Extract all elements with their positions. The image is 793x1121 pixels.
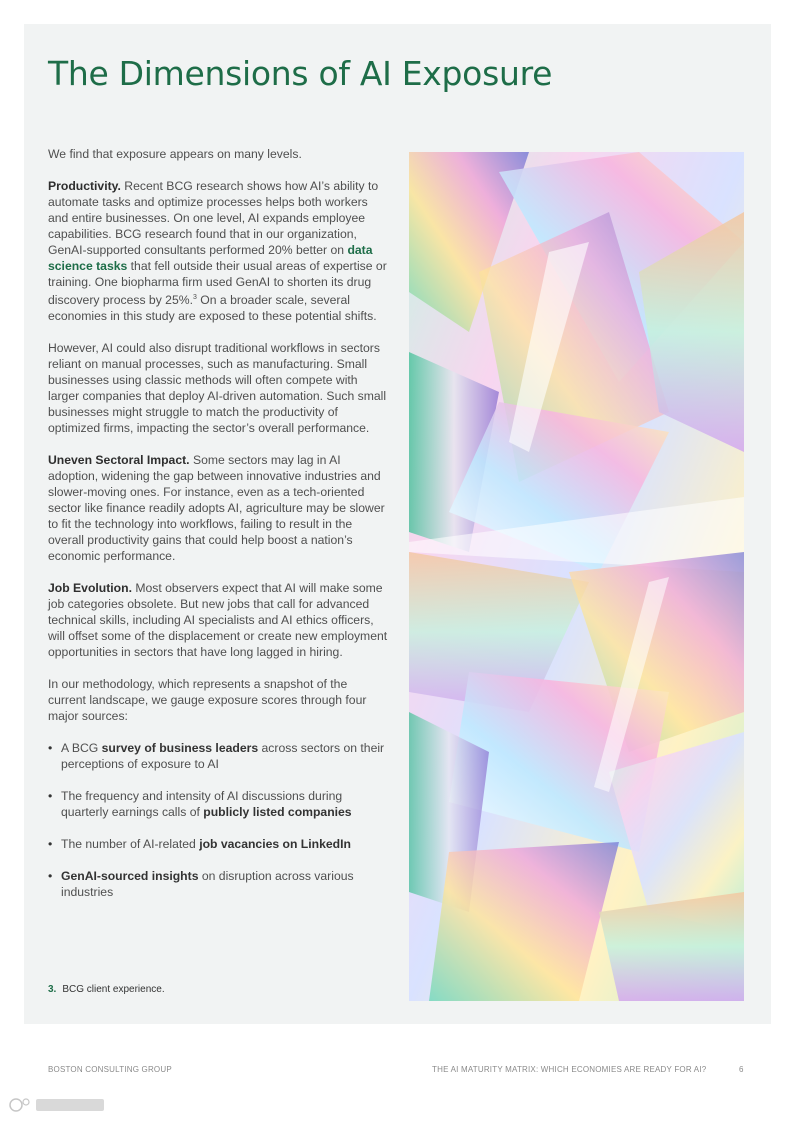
watermark-logo bbox=[8, 1095, 108, 1115]
list-item-text: The number of AI-related bbox=[61, 837, 200, 852]
data-science-tasks-link[interactable]: data science tasks bbox=[48, 243, 373, 273]
productivity-text-3: On a broader scale, several economies in this study are exposed to these potential shifts. bbox=[48, 293, 377, 324]
list-item-bold: survey of business leaders bbox=[101, 741, 259, 756]
list-item-text: The frequency and intensity of AI discussions during quarterly earnings calls of bbox=[61, 789, 343, 820]
page-number: 6 bbox=[739, 1065, 744, 1074]
list-item-bold: GenAI-sourced insights bbox=[61, 869, 199, 884]
uneven-impact-paragraph bbox=[48, 452, 388, 564]
sources-list bbox=[48, 740, 388, 900]
list-item bbox=[48, 836, 388, 852]
list-item bbox=[48, 740, 388, 772]
list-item-text: across sectors on their perceptions of exposure to AI bbox=[61, 741, 385, 772]
page-title: The Dimensions of AI Exposure bbox=[48, 54, 553, 93]
list-item bbox=[48, 788, 388, 820]
productivity-heading: Productivity. bbox=[48, 179, 121, 193]
list-item bbox=[48, 868, 388, 900]
list-item-text: on disruption across various industries bbox=[61, 869, 354, 900]
productivity-text-1: Recent BCG research shows how AI’s ability to automate tasks and optimize processes helps both workers and entire businesses. On one level, AI expands employee capabilities. BCG research found that in our organization, GenAI-supported consultants performed 20% better on bbox=[48, 179, 379, 257]
footnote bbox=[48, 984, 165, 995]
footer-report-title: THE AI MATURITY MATRIX: WHICH ECONOMIES ARE READY FOR AI? bbox=[432, 1065, 707, 1074]
iridescent-prism-image bbox=[409, 152, 744, 1001]
disruption-paragraph: However, AI could also disrupt traditional workflows in sectors reliant on manual processes, such as manufacturing. Small businesses using classic methods will often compete with larger companies that deploy AI-driven automation. Such small businesses might struggle to match the productivity of optimized firms, impacting the sector’s overall performance. bbox=[48, 341, 387, 436]
footnote-number: 3. bbox=[48, 984, 57, 995]
productivity-paragraph bbox=[48, 178, 388, 324]
list-item-bold: publicly listed companies bbox=[203, 805, 352, 820]
uneven-impact-heading: Uneven Sectoral Impact. bbox=[48, 453, 190, 468]
methodology-paragraph: In our methodology, which represents a snapshot of the current landscape, we gauge exposure scores through four major sources: bbox=[48, 677, 367, 724]
body-text-column bbox=[48, 146, 388, 916]
list-item-text: A BCG bbox=[61, 741, 102, 756]
productivity-text-2: that fell outside their usual areas of expertise or training. One biopharma firm used GenAI to shorten its drug discovery process by 25%. bbox=[48, 259, 387, 308]
uneven-impact-text: Some sectors may lag in AI adoption, widening the gap between innovative industries and slower-moving ones. For instance, even as a tech-oriented sector like finance readily adopts AI, agriculture may be slower to fit the technology into workflows, failing to result in the overall productivity gains that could help boost a nation’s economic performance. bbox=[48, 453, 385, 564]
job-evolution-text: Most observers expect that AI will make some job categories obsolete. But new jobs that call for advanced technical skills, including AI specialists and AI ethics officers, will offset some of the displacement or create new employment opportunities in sectors that have long lagged in hiring. bbox=[48, 581, 388, 660]
intro-paragraph: We find that exposure appears on many levels. bbox=[48, 147, 302, 161]
footnote-text: BCG client experience. bbox=[62, 984, 165, 995]
list-item-bold: job vacancies on LinkedIn bbox=[199, 837, 351, 852]
job-evolution-paragraph bbox=[48, 580, 388, 660]
job-evolution-heading: Job Evolution. bbox=[48, 581, 132, 596]
footnote-reference: 3 bbox=[192, 294, 197, 301]
footer-publisher: BOSTON CONSULTING GROUP bbox=[48, 1065, 172, 1074]
prism-artwork bbox=[409, 152, 744, 1001]
